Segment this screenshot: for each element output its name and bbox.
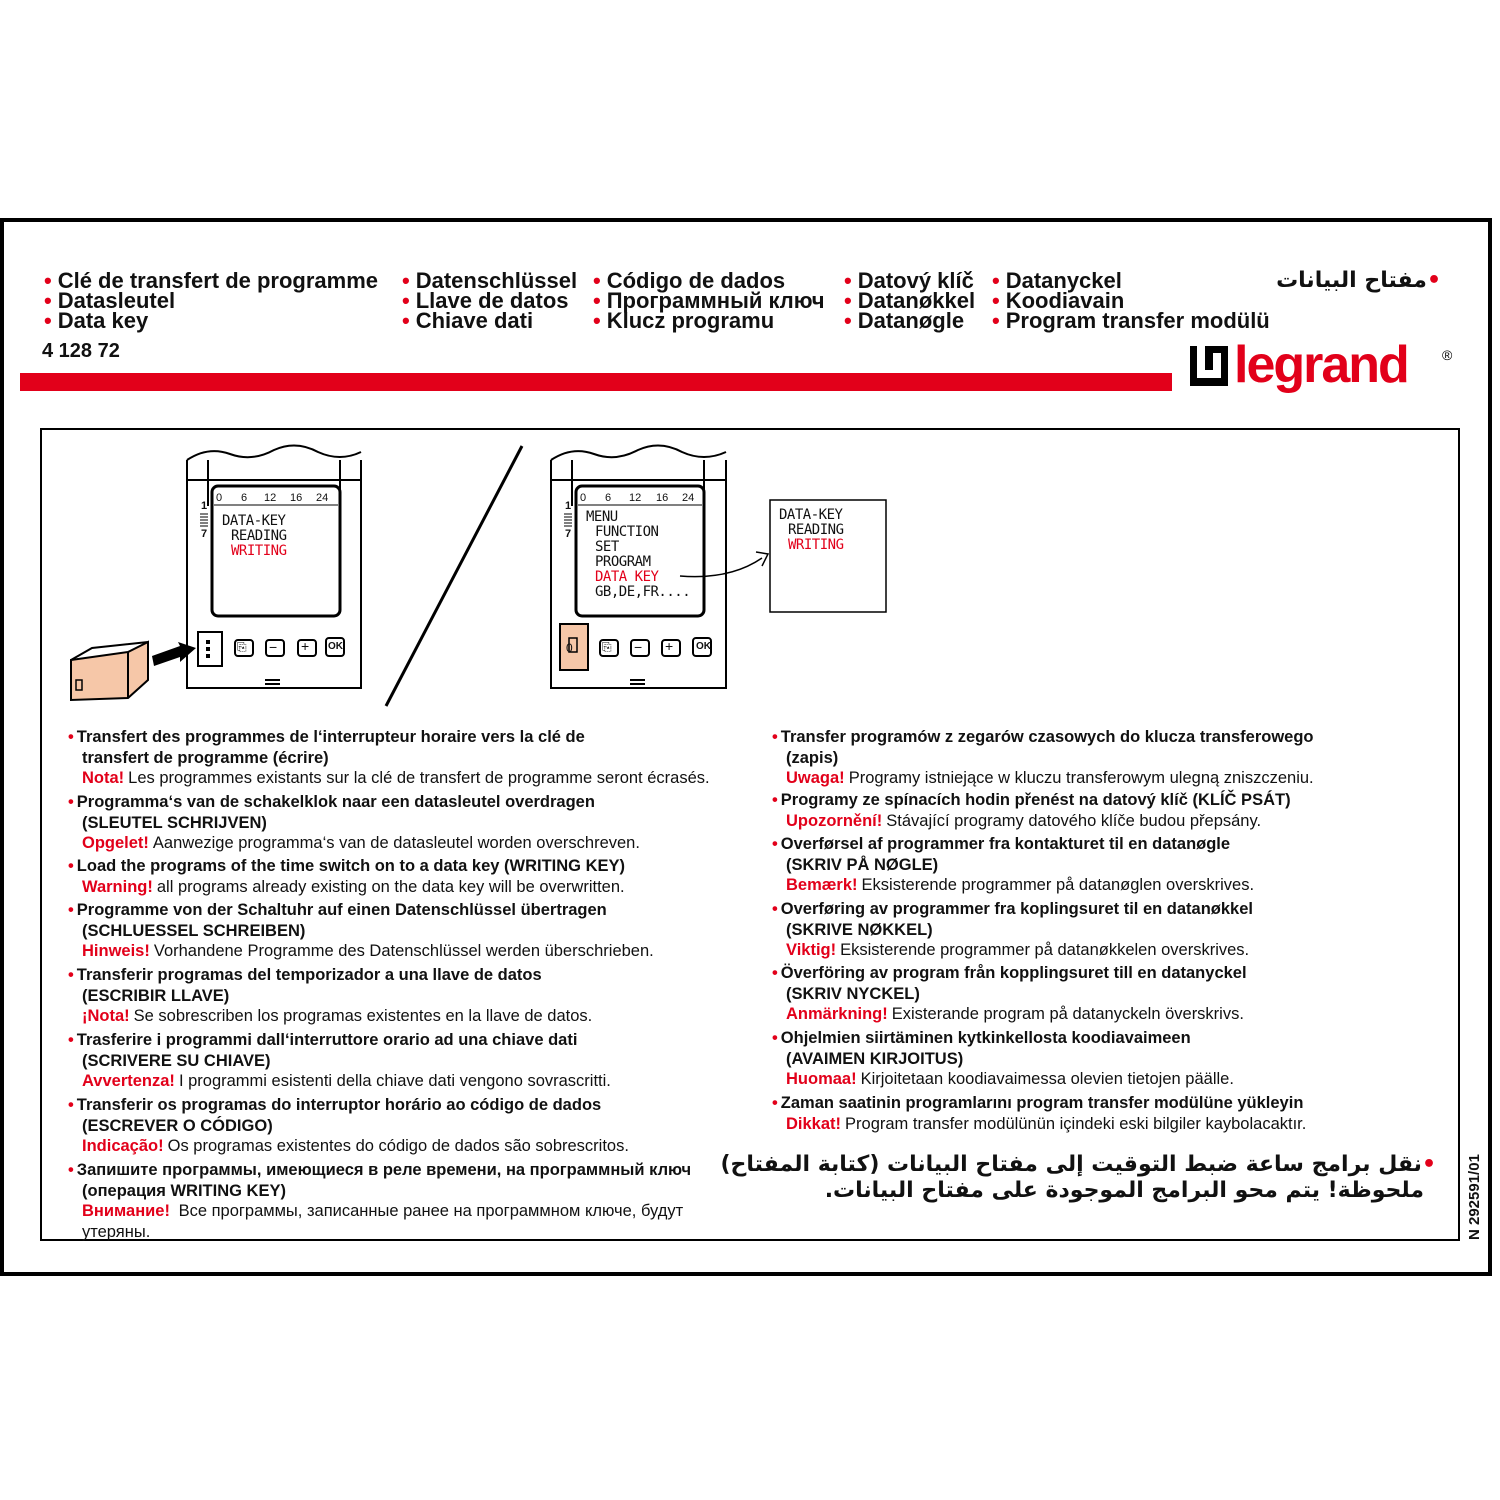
scale2-24: 24 bbox=[682, 492, 695, 504]
instruction-es: • Transferir programas del temporizador a una llave de datos (ESCRIBIR LLAVE) ¡Nota! Se sobrescriben los programas existentes en la llave de datos. bbox=[68, 966, 593, 1025]
minus-button-2: − bbox=[634, 639, 643, 655]
plus-button: + bbox=[301, 638, 310, 654]
copy-button: ⎘ bbox=[237, 640, 247, 654]
copy-button-2: ⎘ bbox=[602, 640, 612, 654]
data-key-module bbox=[71, 642, 148, 700]
key-slot-label: 0 bbox=[566, 641, 573, 655]
ok-button: OK bbox=[328, 641, 343, 652]
instruction-tr: • Zaman saatinin programlarını program transfer modülüne yükleyin Dikkat! Program transfer modülünün içindeki eski bilgiler kaybolacaktır. bbox=[772, 1094, 1307, 1133]
title-sv: • Datanyckel bbox=[992, 268, 1122, 293]
zoom-arrow bbox=[680, 558, 762, 577]
title-tr: • Program transfer modülü bbox=[992, 308, 1270, 333]
legrand-logo bbox=[1188, 342, 1458, 408]
zoom-arrowhead bbox=[756, 552, 768, 566]
screen1-line3: WRITING bbox=[231, 543, 287, 559]
instruction-ru: • Запишите программы, имеющиеся в реле времени, на программный ключ (операция WRITING KEY) Внимание! Все программы, записанные ранее на программном ключе, будут утеряны. bbox=[68, 1161, 692, 1241]
screen2-line4: PROGRAM bbox=[595, 554, 651, 570]
scale2-16: 16 bbox=[656, 492, 669, 504]
document-reference: N 292591/01 bbox=[1466, 1154, 1483, 1240]
instruction-nl: • Programma‘s van de schakelklok naar een datasleutel overdragen (SLEUTEL SCHRIJVEN) Opgelet! Aanwezige programma‘s van de datasleutel worden overschreven. bbox=[68, 793, 640, 852]
scale2-6: 6 bbox=[605, 492, 612, 504]
legrand-logo-mark bbox=[1188, 342, 1458, 408]
popup-line2: READING bbox=[788, 522, 844, 538]
title-it: • Chiave dati bbox=[402, 308, 534, 333]
screen2-line6: GB,DE,FR.... bbox=[595, 584, 691, 600]
scale-12: 12 bbox=[264, 492, 277, 504]
scale-0: 0 bbox=[216, 492, 223, 504]
title-fi: • Koodiavain bbox=[992, 288, 1125, 313]
product-number: 4 128 72 bbox=[42, 340, 120, 362]
title-no: • Datanøkkel bbox=[844, 288, 976, 313]
instruction-no: • Overføring av programmer fra koplingsuret til en datanøkkel (SKRIVE NØKKEL) Viktig! Eksisterende programmer på datanøkkelen overskrives. bbox=[772, 900, 1253, 959]
minus-button: − bbox=[269, 639, 278, 655]
ok-button-2: OK bbox=[696, 641, 711, 652]
instruction-fi: • Ohjelmien siirtäminen kytkinkellosta koodiavaimeen (AVAIMEN KIRJOITUS) Huomaa! Kirjoitetaan koodiavaimessa olevien tietojen päälle. bbox=[772, 1029, 1234, 1088]
instruction-sv: • Överföring av program från kopplingsuret till en datanyckel (SKRIV NYCKEL) Anmärkning! Existerande program på datanyckeln överskrivs. bbox=[772, 964, 1247, 1023]
scale2-0: 0 bbox=[580, 492, 587, 504]
title-da: • Datanøgle bbox=[844, 308, 965, 333]
instruction-pl: • Transfer programów z zegarów czasowych do klucza transferowego (zapis) Uwaga! Programy istniejące w kluczu transferowym ulegną zniszczeniu. bbox=[772, 728, 1314, 787]
instruction-ar-line2: ملحوظة! يتم محو البرامج الموجودة على مفتاح البيانات. bbox=[824, 1178, 1424, 1203]
screen1-line2: READING bbox=[231, 528, 287, 544]
instruction-da: • Overførsel af programmer fra kontakturet til en datanøgle (SKRIV PÅ NØGLE) Bemærk! Eksisterende programmer på datanøglen overskrives. bbox=[772, 835, 1255, 894]
title-pl: • Klucz programu bbox=[593, 308, 775, 333]
title-pt: • Código de dados bbox=[593, 268, 786, 293]
screen2-line5: DATA KEY bbox=[595, 569, 659, 585]
registered-mark: ® bbox=[1442, 347, 1453, 363]
screen1-line1: DATA-KEY bbox=[222, 513, 286, 529]
brand-red-bar bbox=[20, 373, 1172, 391]
title-es: • Llave de datos bbox=[402, 288, 569, 313]
title-en: • Data key bbox=[44, 308, 149, 333]
instruction-ar-line1: •نقل برامج ساعة ضبط التوقيت إلى مفتاح البيانات (كتابة المفتاح) bbox=[720, 1152, 1436, 1177]
popup-line1: DATA-KEY bbox=[779, 507, 843, 523]
plus-button-2: + bbox=[665, 638, 674, 654]
screen2-line3: SET bbox=[595, 539, 619, 555]
popup-line3: WRITING bbox=[788, 537, 844, 553]
connector-pins bbox=[206, 640, 210, 658]
instruction-pt: • Transferir os programas do interruptor horário ao código de dados (ESCREVER O CÓDIGO) Indicação! Os programas existentes do código de dados são sobrescritos. bbox=[68, 1096, 629, 1155]
scale-6: 6 bbox=[241, 492, 248, 504]
title-ar: •مفتاح البيانات bbox=[1276, 268, 1441, 293]
screen2-line2: FUNCTION bbox=[595, 524, 659, 540]
insert-arrow bbox=[152, 642, 196, 666]
scale-16: 16 bbox=[290, 492, 303, 504]
legrand-wordmark: legrand bbox=[1234, 342, 1408, 394]
title-de: • Datenschlüssel bbox=[402, 268, 578, 293]
instruction-it: • Trasferire i programmi dall‘interruttore orario ad una chiave dati (SCRIVERE SU CHIAVE) Avvertenza! I programmi esistenti della chiave dati vengono sovrascritti. bbox=[68, 1031, 611, 1090]
instruction-en: • Load the programs of the time switch on to a data key (WRITING KEY) Warning! all programs already existing on the data key will be overwritten. bbox=[68, 857, 626, 896]
separator-slash bbox=[386, 446, 522, 706]
day2-1: 1 bbox=[565, 500, 572, 512]
instruction-fr: • Transfert des programmes de l‘interrupteur horaire vers la clé de transfert de programme (écrire) Nota! Les programmes existants sur la clé de transfert de programme seront écrasés. bbox=[68, 728, 710, 787]
screen2-line1: MENU bbox=[586, 509, 618, 525]
day-1: 1 bbox=[201, 500, 208, 512]
instruction-cs: • Programy ze spínacích hodin přenést na datový klíč (KLÍČ PSÁT) Upozornění! Stávající programy datového klíče budou přepsány. bbox=[772, 791, 1291, 830]
title-fr: • Clé de transfert de programme bbox=[44, 268, 379, 293]
device-diagram bbox=[40, 430, 1460, 710]
scale-24: 24 bbox=[316, 492, 329, 504]
title-cs: • Datový klíč bbox=[844, 268, 974, 293]
scale2-12: 12 bbox=[629, 492, 642, 504]
instruction-de: • Programme von der Schaltuhr auf einen Datenschlüssel übertragen (SCHLUESSEL SCHREIBEN) Hinweis! Vorhandene Programme des Datenschlüssel werden überschrieben. bbox=[68, 901, 654, 960]
title-ru: • Программный ключ bbox=[593, 288, 825, 313]
title-nl: • Datasleutel bbox=[44, 288, 176, 313]
day-7: 7 bbox=[201, 528, 208, 540]
day2-7: 7 bbox=[565, 528, 572, 540]
